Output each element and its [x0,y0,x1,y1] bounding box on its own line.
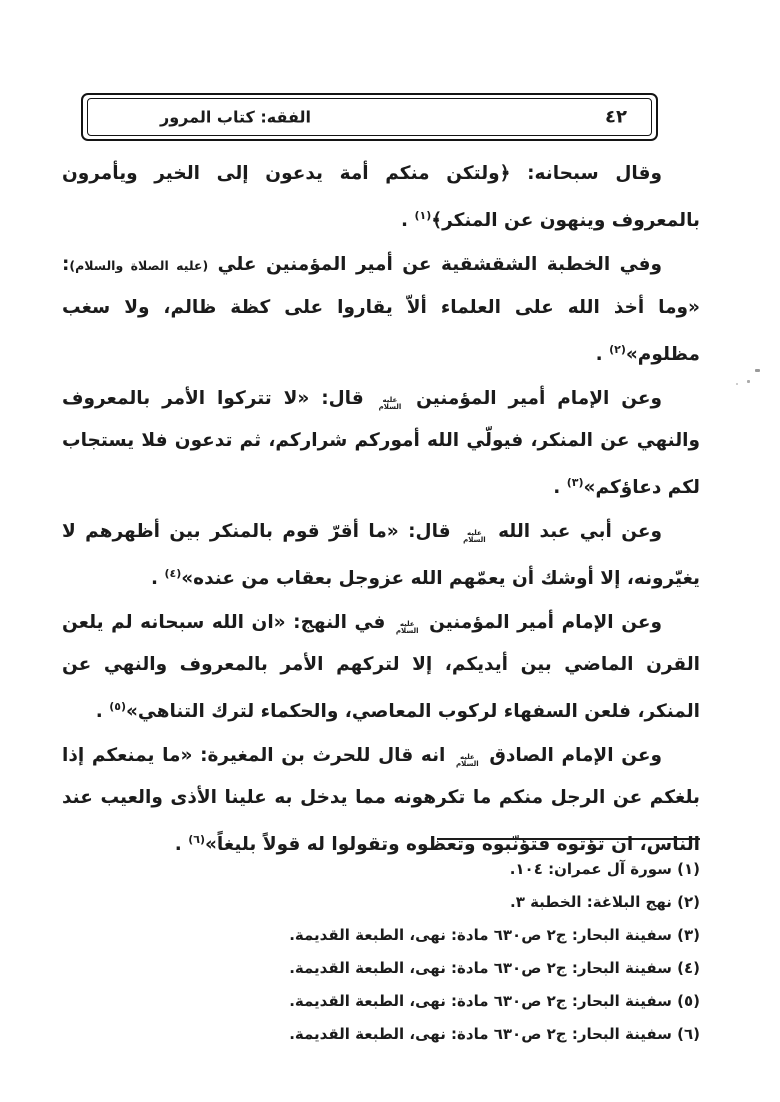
body-text-segment: وفي الخطبة الشقشقية عن أمير المؤمنين علي [208,254,662,275]
header-box-inner [87,98,652,136]
paragraph [62,602,700,733]
alayhis-salam-emblem-icon [379,397,402,412]
emblem-line: عليه [466,528,482,537]
emblem-line: عليه [382,395,398,404]
emblem-line: السلام [395,627,419,635]
emblem-line: السلام [463,536,486,544]
footnote-item: (٦) سفينة البحار: ج٢ ص٦٣٠ مادة: نهى، الطبعة القديمة. [289,1025,700,1043]
header-box [81,93,658,141]
emblem-line: السلام [456,760,479,768]
scan-speck [755,369,760,372]
alayhis-salam-emblem-icon [463,530,486,545]
emblem-line: السلام [378,403,402,411]
footnote-separator [437,838,700,840]
body-text-segment: وعن الإمام أمير المؤمنين [421,612,662,633]
footnote-marker: (٤) [164,567,182,580]
scan-speck [747,380,750,383]
body-text-segment: قال: «لا تتركوا الأمر بالمعروف والنهي عن المنكر، فيولّي الله أموركم شراركم، ثم تدعون فلا يستجاب لكم دعاؤكم» [62,388,700,498]
footnote-marker: (٢) [609,343,626,356]
running-head-title: الفقه: كتاب المرور [160,107,312,127]
footnotes-list [62,853,700,1051]
footnote-item: (٢) نهج البلاغة: الخطبة ٣. [509,893,700,911]
body-text-segment: انه قال للحرث بن المغيرة: «ما يمنعكم إذا بلغكم عن الرجل منكم ما تكرهونه مما يدخل به علينا الأذى والعيب عند الناس، ان تؤتوه فتؤنّبوه وتعظوه وتقولوا له قولاً بليغاً» [62,745,700,855]
body-text-segment: قال: «ما أقرّ قوم بالمنكر بين أظهرهم لا يغيّرونه، إلا أوشك أن يعمّهم الله عزوجل بعقاب من عنده» [62,521,700,589]
body-text [62,153,700,868]
paragraph [62,378,700,509]
body-text-segment: . [150,568,165,589]
alayhis-salam-emblem-icon [396,621,419,636]
footnote-marker: (٦) [188,833,205,846]
body-text-segment: وعن الإمام الصادق [481,745,662,766]
body-text-segment: : «وما أخذ الله على العلماء ألاّ يقاروا على كظة ظالم، ولا سغب مظلوم» [62,254,700,365]
footnote-item: (٥) سفينة البحار: ج٢ ص٦٣٠ مادة: نهى، الطبعة القديمة. [289,992,700,1010]
honorific-parenthetical: (عليه الصلاة والسلام) [69,258,209,273]
scan-speck [736,383,738,385]
body-text-segment: . [174,834,189,855]
footnote-item: (٤) سفينة البحار: ج٢ ص٦٣٠ مادة: نهى، الطبعة القديمة. [289,959,700,977]
footnote-marker: (٥) [109,700,126,713]
emblem-line: عليه [459,752,475,761]
body-text-segment: وعن الإمام أمير المؤمنين [404,388,662,409]
body-text-segment: وعن أبي عبد الله [488,521,662,542]
footnote-marker: (١) [414,209,432,222]
alayhis-salam-emblem-icon [456,754,479,769]
paragraph [62,511,700,600]
paragraph [62,153,700,242]
footnote-item: (٣) سفينة البحار: ج٢ ص٦٣٠ مادة: نهى، الطبعة القديمة. [289,926,700,944]
paragraph [62,244,700,376]
emblem-line: عليه [399,619,415,628]
body-text-segment: في النهج: «ان الله سبحانه لم يلعن القرن الماضي بين أيديكم، إلا لتركهم الأمر بالمعروف والنهي عن المنكر، فلعن السفهاء لركوب المعاصي، والحكماء لترك التناهي» [62,612,700,722]
footnote-item: (١) سورة آل عمران: ١٠٤. [509,860,700,878]
body-text-segment: . [401,210,415,231]
footnotes-section [62,838,700,1051]
footnote-marker: (٣) [566,476,584,489]
page-number: ٤٢ [605,106,627,128]
body-text-segment: . [595,344,610,365]
body-text-segment: . [553,477,567,498]
body-text-segment: . [95,701,110,722]
body-text-segment: وقال سبحانه: ﴿ولتكن منكم أمة يدعون إلى الخير ويأمرون بالمعروف وينهون عن المنكر﴾ [62,163,700,231]
